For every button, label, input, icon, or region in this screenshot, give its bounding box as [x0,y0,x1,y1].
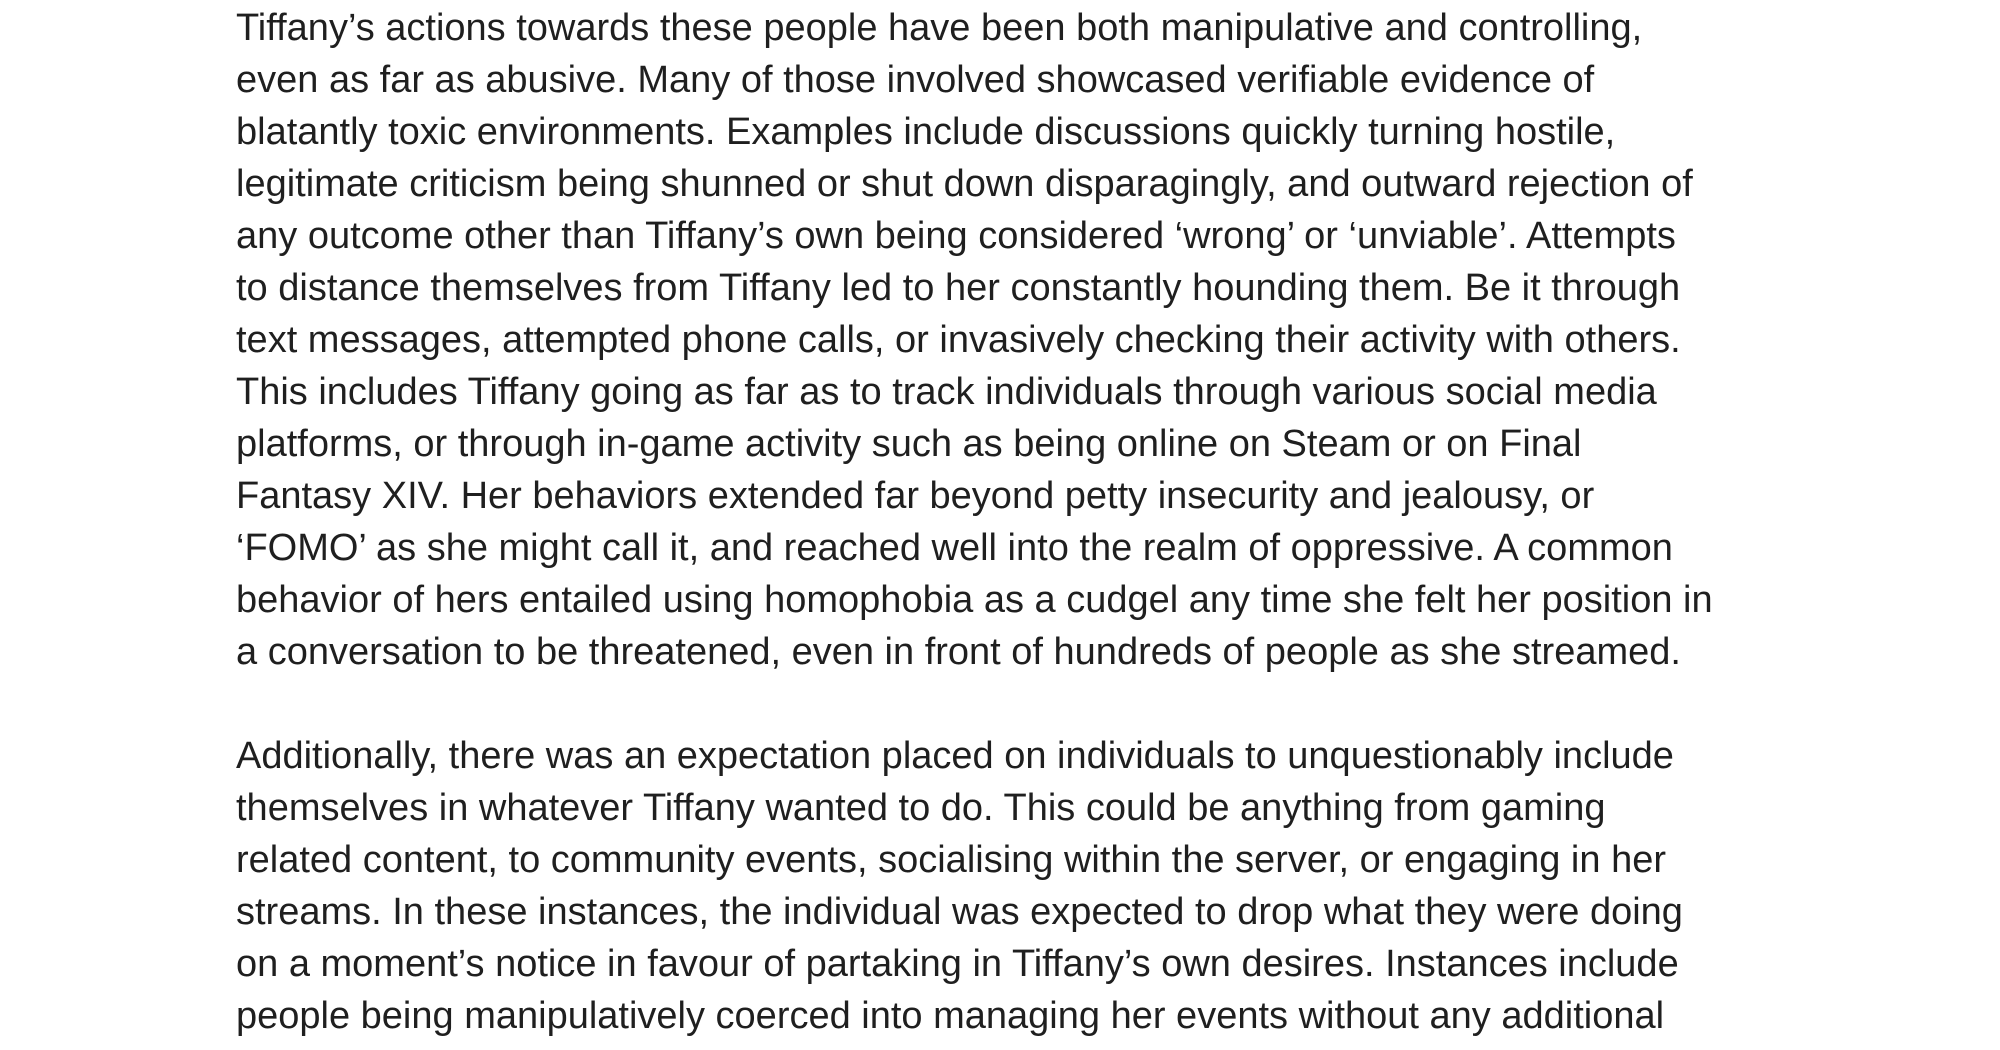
text-line: streams. In these instances, the individual was expected to drop what they were doing [236,891,1683,933]
paragraph [236,2,1713,678]
text-line: on a moment’s notice in favour of partaking in Tiffany’s own desires. Instances include [236,943,1679,985]
text-line: even as far as abusive. Many of those involved showcased verifiable evidence of [236,59,1595,101]
text-line: This includes Tiffany going as far as to track individuals through various social media [236,371,1657,413]
text-line: platforms, or through in-game activity such as being online on Steam or on Final [236,423,1582,465]
text-line: people being manipulatively coerced into managing her events without any additional [236,995,1665,1037]
text-line: to distance themselves from Tiffany led to her constantly hounding them. Be it through [236,267,1681,309]
paragraph [236,730,1683,1042]
text-line: themselves in whatever Tiffany wanted to do. This could be anything from gaming [236,787,1606,829]
text-line: any outcome other than Tiffany’s own being considered ‘wrong’ or ‘unviable’. Attempts [236,215,1676,257]
text-line: ‘FOMO’ as she might call it, and reached well into the realm of oppressive. A common [236,527,1673,569]
text-line: Additionally, there was an expectation placed on individuals to unquestionably include [236,735,1674,777]
text-line: a conversation to be threatened, even in front of hundreds of people as she streamed. [236,631,1681,673]
text-line: Tiffany’s actions towards these people have been both manipulative and controlling, [236,7,1643,49]
text-line: legitimate criticism being shunned or shut down disparagingly, and outward rejection of [236,163,1693,205]
text-line: behavior of hers entailed using homophobia as a cudgel any time she felt her position in [236,579,1713,621]
text-line: Fantasy XIV. Her behaviors extended far beyond petty insecurity and jealousy, or [236,475,1595,517]
text-line: text messages, attempted phone calls, or invasively checking their activity with others. [236,319,1681,361]
text-line: related content, to community events, socialising within the server, or engaging in her [236,839,1666,881]
text-line: blatantly toxic environments. Examples include discussions quickly turning hostile, [236,111,1616,153]
